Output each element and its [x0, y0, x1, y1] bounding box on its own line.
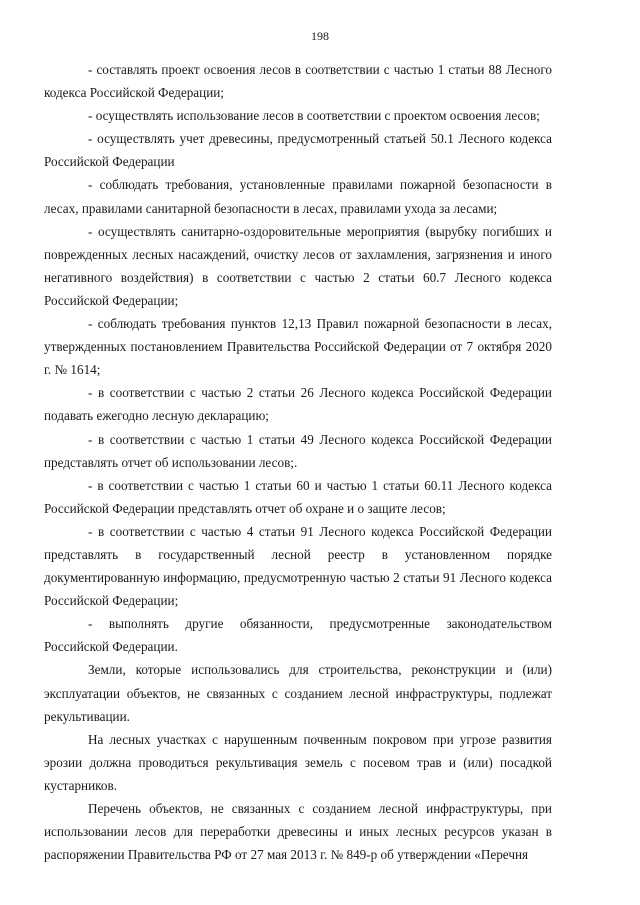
paragraph: - в соответствии с частью 2 статьи 26 Лесного кодекса Российской Федерации подавать ежегодно лесную декларацию; [44, 385, 552, 424]
paragraph: - составлять проект освоения лесов в соответствии с частью 1 статьи 88 Лесного кодекса Российской Федерации; [44, 62, 552, 101]
paragraph: - соблюдать требования, установленные правилами пожарной безопасности в лесах, правилами санитарной безопасности в лесах, правилами ухода за лесами; [44, 177, 552, 216]
page-number: 198 [311, 29, 329, 43]
paragraph: - в соответствии с частью 1 статьи 60 и частью 1 статьи 60.11 Лесного кодекса Российской Федерации представлять отчет об охране и о защите лесов; [44, 477, 552, 516]
paragraph: - соблюдать требования пунктов 12,13 Правил пожарной безопасности в лесах, утвержденных постановлением Правительства Российской Федерации от 7 октября 2020 г. № 1614; [44, 316, 552, 378]
document-body [44, 58, 552, 866]
paragraph: На лесных участках с нарушенным почвенным покровом при угрозе развития эрозии должна проводиться рекультивация земель с посевом трав и (или) посадкой кустарников. [44, 731, 552, 793]
paragraph: - осуществлять санитарно-оздоровительные мероприятия (вырубку погибших и поврежденных лесных насаждений, очистку лесов от захламления, загрязнения и иного негативного воздействия) в соответствии с частью 2 статьи 60.7 Лесного кодекса Российской Федерации; [44, 223, 552, 308]
paragraph: - осуществлять использование лесов в соответствии с проектом освоения лесов; [88, 108, 540, 124]
paragraph: - осуществлять учет древесины, предусмотренный статьей 50.1 Лесного кодекса Российской Федерации [44, 131, 552, 170]
paragraph: Перечень объектов, не связанных с созданием лесной инфраструктуры, при использовании лесов для переработки древесины и иных лесных ресурсов указан в распоряжении Правительства РФ от 27 мая 2013 г. № 849-р об утверждении «Перечня [44, 801, 552, 863]
paragraph: - в соответствии с частью 4 статьи 91 Лесного кодекса Российской Федерации представлять в государственный лесной реестр в установленном порядке документированную информацию, предусмотренную частью 2 статьи 91 Лесного кодекса Российской Федерации; [44, 523, 552, 609]
paragraph: - в соответствии с частью 1 статьи 49 Лесного кодекса Российской Федерации представлять отчет об использовании лесов;. [44, 431, 552, 470]
paragraph: - выполнять другие обязанности, предусмотренные законодательством Российской Федерации. [44, 616, 552, 655]
paragraph: Земли, которые использовались для строительства, реконструкции и (или) эксплуатации объектов, не связанных с созданием лесной инфраструктуры, подлежат рекультивации. [44, 662, 552, 724]
